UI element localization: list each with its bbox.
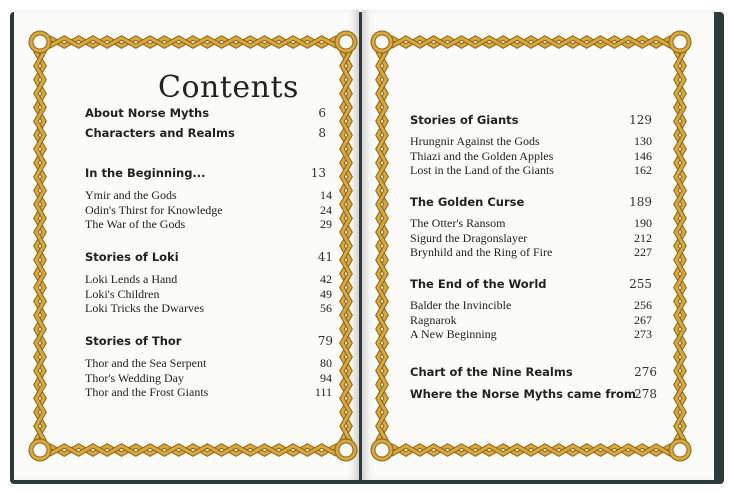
toc-entry-page: 190 <box>634 216 652 230</box>
toc-entry-page: 94 <box>320 371 332 385</box>
toc-page-stories-of-giants: 129 <box>629 113 652 127</box>
toc-entry-loki-tricks-the-dwarves[interactable]: Loki Tricks the Dwarves <box>85 301 204 315</box>
toc-entry-page: 24 <box>320 203 332 217</box>
toc-entry-page: 111 <box>314 385 332 399</box>
toc-heading-stories-of-loki[interactable]: Stories of Loki <box>85 250 179 264</box>
toc-entry-page: 146 <box>634 149 652 163</box>
toc-entry-thors-wedding-day[interactable]: Thor's Wedding Day <box>85 371 184 385</box>
toc-heading-stories-of-giants[interactable]: Stories of Giants <box>410 113 519 127</box>
toc-entry-page: 42 <box>320 272 332 286</box>
corner-knot <box>31 33 49 51</box>
toc-heading-characters-and-realms[interactable]: Characters and Realms <box>85 126 235 140</box>
toc-heading-in-the-beginning[interactable]: In the Beginning... <box>85 166 206 180</box>
corner-knot <box>31 441 49 459</box>
toc-entry-page: 29 <box>320 217 332 231</box>
toc-heading-stories-of-thor[interactable]: Stories of Thor <box>85 334 182 348</box>
toc-entry-hrungnir[interactable]: Hrungnir Against the Gods <box>410 134 540 148</box>
toc-entry-brynhild[interactable]: Brynhild and the Ring of Fire <box>410 245 553 259</box>
toc-entry-page: 14 <box>320 188 332 202</box>
toc-heading-chart-of-nine-realms[interactable]: Chart of the Nine Realms <box>410 365 573 379</box>
toc-page-characters-and-realms: 8 <box>318 126 326 140</box>
toc-heading-about-norse-myths[interactable]: About Norse Myths <box>85 106 210 120</box>
toc-page-stories-of-loki: 41 <box>317 250 333 264</box>
corner-knot <box>671 441 689 459</box>
toc-entry-page: 49 <box>320 287 332 301</box>
toc-entry-loki-lends-a-hand[interactable]: Loki Lends a Hand <box>85 272 178 286</box>
toc-entry-ragnarok[interactable]: Ragnarok <box>410 313 457 327</box>
toc-entry-a-new-beginning[interactable]: A New Beginning <box>410 327 497 341</box>
toc-entry-page: 267 <box>634 313 652 327</box>
toc-entry-page: 162 <box>634 163 652 177</box>
toc-entry-war-of-the-gods[interactable]: The War of the Gods <box>85 217 186 231</box>
toc-page-where-norse-myths-came-from: 278 <box>634 387 657 401</box>
toc-entry-thor-and-the-frost-giants[interactable]: Thor and the Frost Giants <box>85 385 209 399</box>
toc-heading-the-golden-curse[interactable]: The Golden Curse <box>410 195 525 209</box>
corner-knot <box>671 33 689 51</box>
toc-entry-lost-in-the-land[interactable]: Lost in the Land of the Giants <box>410 163 554 177</box>
toc-entry-page: 227 <box>634 245 652 259</box>
toc-page-the-golden-curse: 189 <box>629 195 652 209</box>
toc-page-chart-of-nine-realms: 276 <box>634 365 657 379</box>
toc-entry-page: 273 <box>634 327 652 341</box>
toc-entry-thiazi[interactable]: Thiazi and the Golden Apples <box>410 149 554 163</box>
toc-page-about-norse-myths: 6 <box>318 106 326 120</box>
toc-entry-page: 212 <box>634 231 652 245</box>
contents-title: Contents <box>158 70 299 105</box>
toc-entry-page: 256 <box>634 298 652 312</box>
toc-entry-page: 130 <box>634 134 652 148</box>
corner-knot <box>373 33 391 51</box>
toc-entry-odins-thirst[interactable]: Odin's Thirst for Knowledge <box>85 203 223 217</box>
toc-page-end-of-the-world: 255 <box>629 277 652 291</box>
left-page <box>14 10 359 480</box>
corner-knot <box>337 33 355 51</box>
corner-knot <box>337 441 355 459</box>
corner-knot <box>373 441 391 459</box>
toc-entry-thor-and-the-sea-serpent[interactable]: Thor and the Sea Serpent <box>85 356 207 370</box>
toc-heading-where-norse-myths-came-from[interactable]: Where the Norse Myths came from <box>410 387 636 401</box>
toc-entry-ymir-and-the-gods[interactable]: Ymir and the Gods <box>85 188 177 202</box>
right-page <box>362 10 714 480</box>
toc-heading-end-of-the-world[interactable]: The End of the World <box>410 277 547 291</box>
toc-entry-otters-ransom[interactable]: The Otter's Ransom <box>410 216 506 230</box>
toc-entry-page: 56 <box>320 301 332 315</box>
toc-page-stories-of-thor: 79 <box>317 334 333 348</box>
toc-entry-page: 80 <box>320 356 332 370</box>
toc-entry-lokis-children[interactable]: Loki's Children <box>85 287 160 301</box>
toc-page-in-the-beginning: 13 <box>310 166 326 180</box>
toc-entry-sigurd[interactable]: Sigurd the Dragonslayer <box>410 231 528 245</box>
toc-entry-balder[interactable]: Balder the Invincible <box>410 298 512 312</box>
